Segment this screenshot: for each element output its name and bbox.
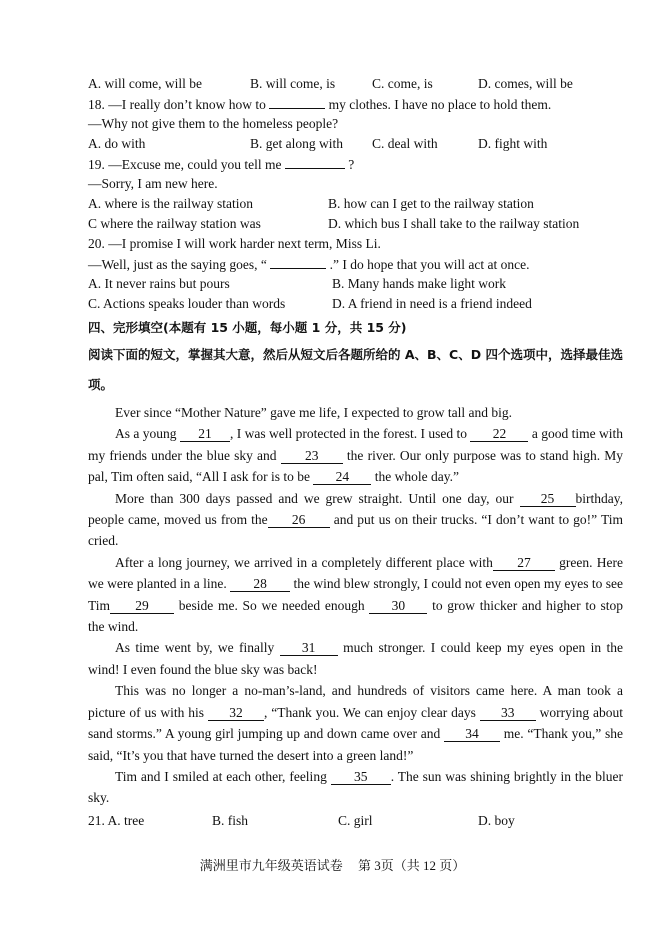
q20-option-c: C. Actions speaks louder than words <box>88 296 286 311</box>
passage-paragraph-7 <box>88 766 623 809</box>
blank-35[interactable]: 35 <box>331 770 391 785</box>
q18-stem <box>88 94 623 114</box>
section-title: 四、完形填空(本题有 15 小题，每小题 1 分，共 15 分) <box>88 320 407 335</box>
blank-31[interactable]: 31 <box>280 641 338 656</box>
passage-text: , “Thank you. We can enjoy clear days <box>263 704 476 720</box>
passage-paragraph-5 <box>88 637 623 680</box>
page-footer <box>0 855 665 874</box>
q20-reply <box>88 254 623 274</box>
q21-option-b: B. fish <box>212 812 249 828</box>
q19-option-d: D. which bus I shall take to the railway station <box>328 216 580 231</box>
blank-27[interactable]: 27 <box>493 556 555 571</box>
q18-stem-start: 18. —I really don’t know how to <box>88 97 266 112</box>
q20-reply-end: .” I do hope that you will act at once. <box>329 257 530 272</box>
q20-option-d: D. A friend in need is a friend indeed <box>332 296 532 311</box>
passage-text: After a long journey, we arrived in a completely different place with <box>115 554 493 570</box>
q18-stem-end: my clothes. I have no place to hold them. <box>328 97 552 112</box>
passage-text: me. “Thank you,” she said, “It’s you that have turned the desert into a green land!” <box>88 726 623 763</box>
q19-option-a: A. where is the railway station <box>88 196 253 211</box>
blank-29[interactable]: 29 <box>110 599 174 614</box>
passage-text: and put us on their trucks. “I don’t want to go!” Tim cried. <box>88 512 623 549</box>
passage-text: As time went by, we finally <box>115 640 275 656</box>
q18-blank[interactable] <box>269 94 325 109</box>
passage-text: As a young <box>115 426 177 442</box>
passage-text: More than 300 days passed and we grew straight. Until one day, our <box>115 490 514 506</box>
q17-option-c: C. come, is <box>372 76 433 91</box>
cloze-passage <box>88 402 623 809</box>
q19-stem-start: 19. —Excuse me, could you tell me <box>88 157 282 172</box>
blank-26[interactable]: 26 <box>268 513 330 528</box>
passage-text: the whole day.” <box>374 469 459 485</box>
q19-stem-end: ? <box>348 157 355 172</box>
q20-reply-start: —Well, just as the saying goes, “ <box>88 257 267 272</box>
passage-text: to grow thicker and higher to stop the wind. <box>88 597 624 635</box>
q19-option-b: B. how can I get to the railway station <box>328 196 534 211</box>
blank-21[interactable]: 21 <box>180 427 230 442</box>
blank-22[interactable]: 22 <box>470 427 528 442</box>
blank-32[interactable]: 32 <box>208 706 264 721</box>
q21-option-d: D. boy <box>478 812 515 828</box>
q20-stem: 20. —I promise I will work harder next term, Miss Li. <box>88 236 381 251</box>
passage-text: This was no longer a no-man’s-land, and hundreds of visitors came here. A man took a picture of us with his <box>88 683 623 720</box>
passage-text: the wind blew strongly, I could not even open my eyes to see Tim <box>88 576 624 613</box>
passage-paragraph-6 <box>88 680 623 766</box>
q19-reply: —Sorry, I am new here. <box>88 176 218 191</box>
q19-blank[interactable] <box>285 154 345 169</box>
q18-option-c: C. deal with <box>372 136 438 151</box>
passage-text: , I was well protected in the forest. I used to <box>229 426 468 442</box>
q18-option-b: B. get along with <box>250 136 343 151</box>
q20-option-a: A. It never rains but pours <box>88 276 230 291</box>
q17-option-b: B. will come, is <box>250 76 336 91</box>
blank-24[interactable]: 24 <box>313 470 371 485</box>
blank-28[interactable]: 28 <box>230 577 290 592</box>
q17-option-a: A. will come, will be <box>88 76 202 91</box>
passage-text: beside me. So we needed enough <box>178 597 365 613</box>
passage-text: a good time with my friends under the blue sky and <box>88 426 624 463</box>
q19-options-row1 <box>88 194 623 214</box>
q19-stem <box>88 154 623 174</box>
footer-page-number: 第 3页（共 12 页） <box>358 858 466 873</box>
q17-option-d: D. comes, will be <box>478 76 573 91</box>
blank-33[interactable]: 33 <box>480 706 536 721</box>
q21-option-a: 21. A. tree <box>88 812 145 828</box>
q21-options <box>88 811 623 831</box>
q19-options-row2 <box>88 214 623 234</box>
q20-options-row1 <box>88 274 623 294</box>
passage-text: the river. Our only purpose was to stand high. My pal, Tim often said, “All I ask for is to be <box>88 447 624 485</box>
passage-text: birthday, people came, moved us from the <box>88 490 623 528</box>
passage-paragraph-4 <box>88 552 623 638</box>
q18-option-a: A. do with <box>88 136 146 151</box>
q19-option-c: C where the railway station was <box>88 216 261 231</box>
blank-23[interactable]: 23 <box>281 449 343 464</box>
q18-options <box>88 134 623 154</box>
passage-text: green. Here we were planted in a line. <box>88 554 623 592</box>
passage-text: . The sun was shining brightly in the bluer sky. <box>88 768 624 806</box>
q18-option-d: D. fight with <box>478 136 548 151</box>
blank-25[interactable]: 25 <box>520 492 576 507</box>
passage-text: much stronger. I could keep my eyes open in the wind! I even found the blue sky was back! <box>88 640 624 677</box>
passage-text: Tim and I smiled at each other, feeling <box>115 768 327 784</box>
passage-paragraph-3 <box>88 488 623 552</box>
passage-paragraph-2 <box>88 423 623 487</box>
exam-page <box>88 74 623 831</box>
blank-30[interactable]: 30 <box>369 599 427 614</box>
passage-paragraph-1 <box>88 402 623 423</box>
q18-reply: —Why not give them to the homeless people? <box>88 116 339 131</box>
q21-option-c: C. girl <box>338 812 373 828</box>
q20-option-b: B. Many hands make light work <box>332 276 506 291</box>
section-instruction: 阅读下面的短文，掌握其大意，然后从短文后各题所给的 A、B、C、D 四个选项中，选择最佳选项。 <box>88 347 623 392</box>
passage-text: Ever since “Mother Nature” gave me life, I expected to grow tall and big. <box>115 405 512 420</box>
blank-34[interactable]: 34 <box>444 727 500 742</box>
passage-text: worrying about sand storms.” A young girl jumping up and down came over and <box>88 704 624 742</box>
q20-blank[interactable] <box>270 254 326 269</box>
footer-title: 满洲里市九年级英语试卷 <box>199 858 343 873</box>
q20-options-row2 <box>88 294 623 314</box>
q17-options <box>88 74 623 94</box>
